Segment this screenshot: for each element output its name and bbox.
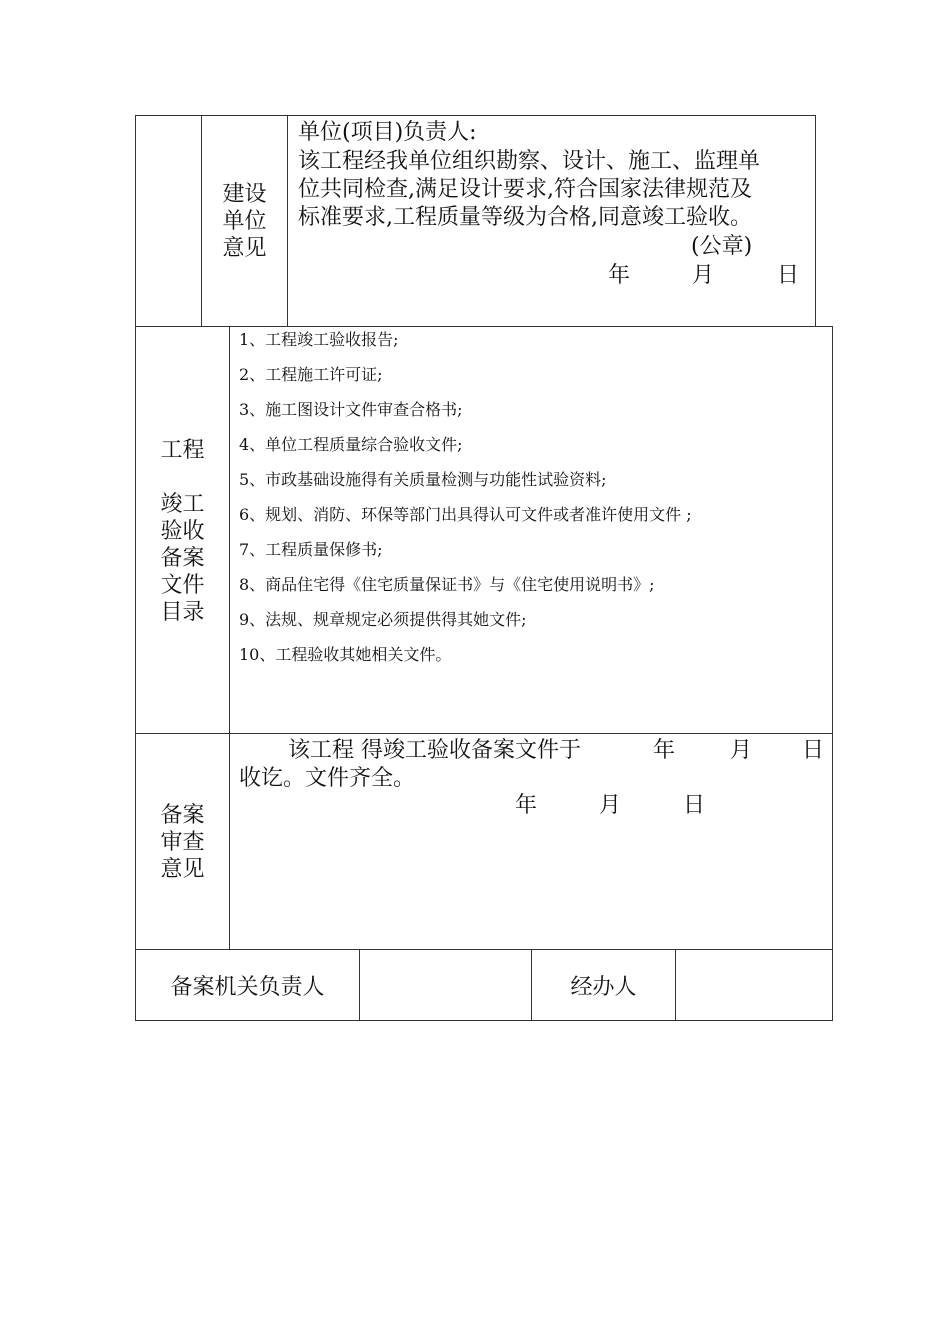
opinion-text-line: 该工程经我单位组织勘察、设计、施工、监理单 bbox=[298, 149, 761, 174]
construction-opinion-label bbox=[202, 181, 287, 262]
list-item: 1、工程竣工验收报告; bbox=[239, 330, 399, 349]
border-line bbox=[675, 949, 676, 1021]
border-line bbox=[359, 949, 360, 1021]
review-text-line: 收讫。文件齐全。 bbox=[239, 766, 416, 791]
list-item: 7、工程质量保修书; bbox=[239, 540, 383, 559]
label-line: 验收 bbox=[160, 519, 205, 544]
review-text-line: 该工程 得竣工验收备案文件于 bbox=[288, 738, 581, 763]
filing-review-label bbox=[136, 802, 229, 883]
opinion-text-line: 位共同检查,满足设计要求,符合国家法律规范及 bbox=[298, 177, 752, 202]
border-line bbox=[135, 115, 816, 116]
label-line: 意见 bbox=[160, 857, 205, 882]
list-item: 3、施工图设计文件审查合格书; bbox=[239, 400, 463, 419]
list-item: 6、规划、消防、环保等部门出具得认可文件或者准许使用文件 ; bbox=[239, 505, 692, 524]
label-line: 备案 bbox=[160, 803, 205, 828]
label-line: 意见 bbox=[222, 236, 267, 261]
border-line bbox=[229, 326, 230, 950]
date-day: 日 bbox=[683, 793, 706, 818]
label-line: 竣工 bbox=[160, 492, 205, 517]
label-line: 备案 bbox=[160, 546, 205, 571]
border-line bbox=[135, 949, 833, 950]
border-line bbox=[832, 326, 833, 1021]
label-line: 建设 bbox=[222, 182, 267, 207]
date-month: 月 bbox=[599, 793, 622, 818]
list-item: 4、单位工程质量综合验收文件; bbox=[239, 435, 463, 454]
receipt-date-month: 月 bbox=[730, 738, 753, 763]
label-line: 工程 bbox=[160, 438, 205, 463]
label-line: 文件 bbox=[160, 573, 205, 598]
border-line bbox=[287, 115, 288, 327]
list-item: 9、法规、规章规定必须提供得其她文件; bbox=[239, 610, 527, 629]
date-day: 日 bbox=[777, 263, 800, 288]
list-item: 5、市政基础设施得有关质量检测与功能性试验资料; bbox=[239, 470, 607, 489]
receipt-date-day: 日 bbox=[802, 738, 825, 763]
date-year: 年 bbox=[608, 263, 631, 288]
label-line: 目录 bbox=[160, 600, 205, 625]
border-line bbox=[135, 733, 833, 734]
label-line: 单位 bbox=[222, 209, 267, 234]
opinion-text-line: 标准要求,工程质量等级为合格,同意竣工验收。 bbox=[298, 205, 752, 230]
list-item: 10、工程验收其她相关文件。 bbox=[239, 645, 452, 664]
date-month: 月 bbox=[692, 263, 715, 288]
official-seal-label: (公章) bbox=[691, 234, 753, 259]
border-line bbox=[135, 326, 833, 327]
label-line: 审查 bbox=[160, 830, 205, 855]
border-line bbox=[135, 1020, 833, 1021]
responsible-person-label: 单位(项目)负责人: bbox=[298, 120, 477, 145]
date-year: 年 bbox=[515, 793, 538, 818]
list-item: 8、商品住宅得《住宅质量保证书》与《住宅使用说明书》; bbox=[239, 575, 655, 594]
border-line bbox=[815, 115, 816, 327]
label-spacer bbox=[136, 464, 229, 491]
list-item: 2、工程施工许可证; bbox=[239, 365, 383, 384]
filing-catalog-label bbox=[136, 437, 229, 626]
handler-label: 经办人 bbox=[570, 975, 637, 1000]
receipt-date-year: 年 bbox=[653, 738, 676, 763]
authority-head-label: 备案机关负责人 bbox=[170, 975, 325, 1000]
